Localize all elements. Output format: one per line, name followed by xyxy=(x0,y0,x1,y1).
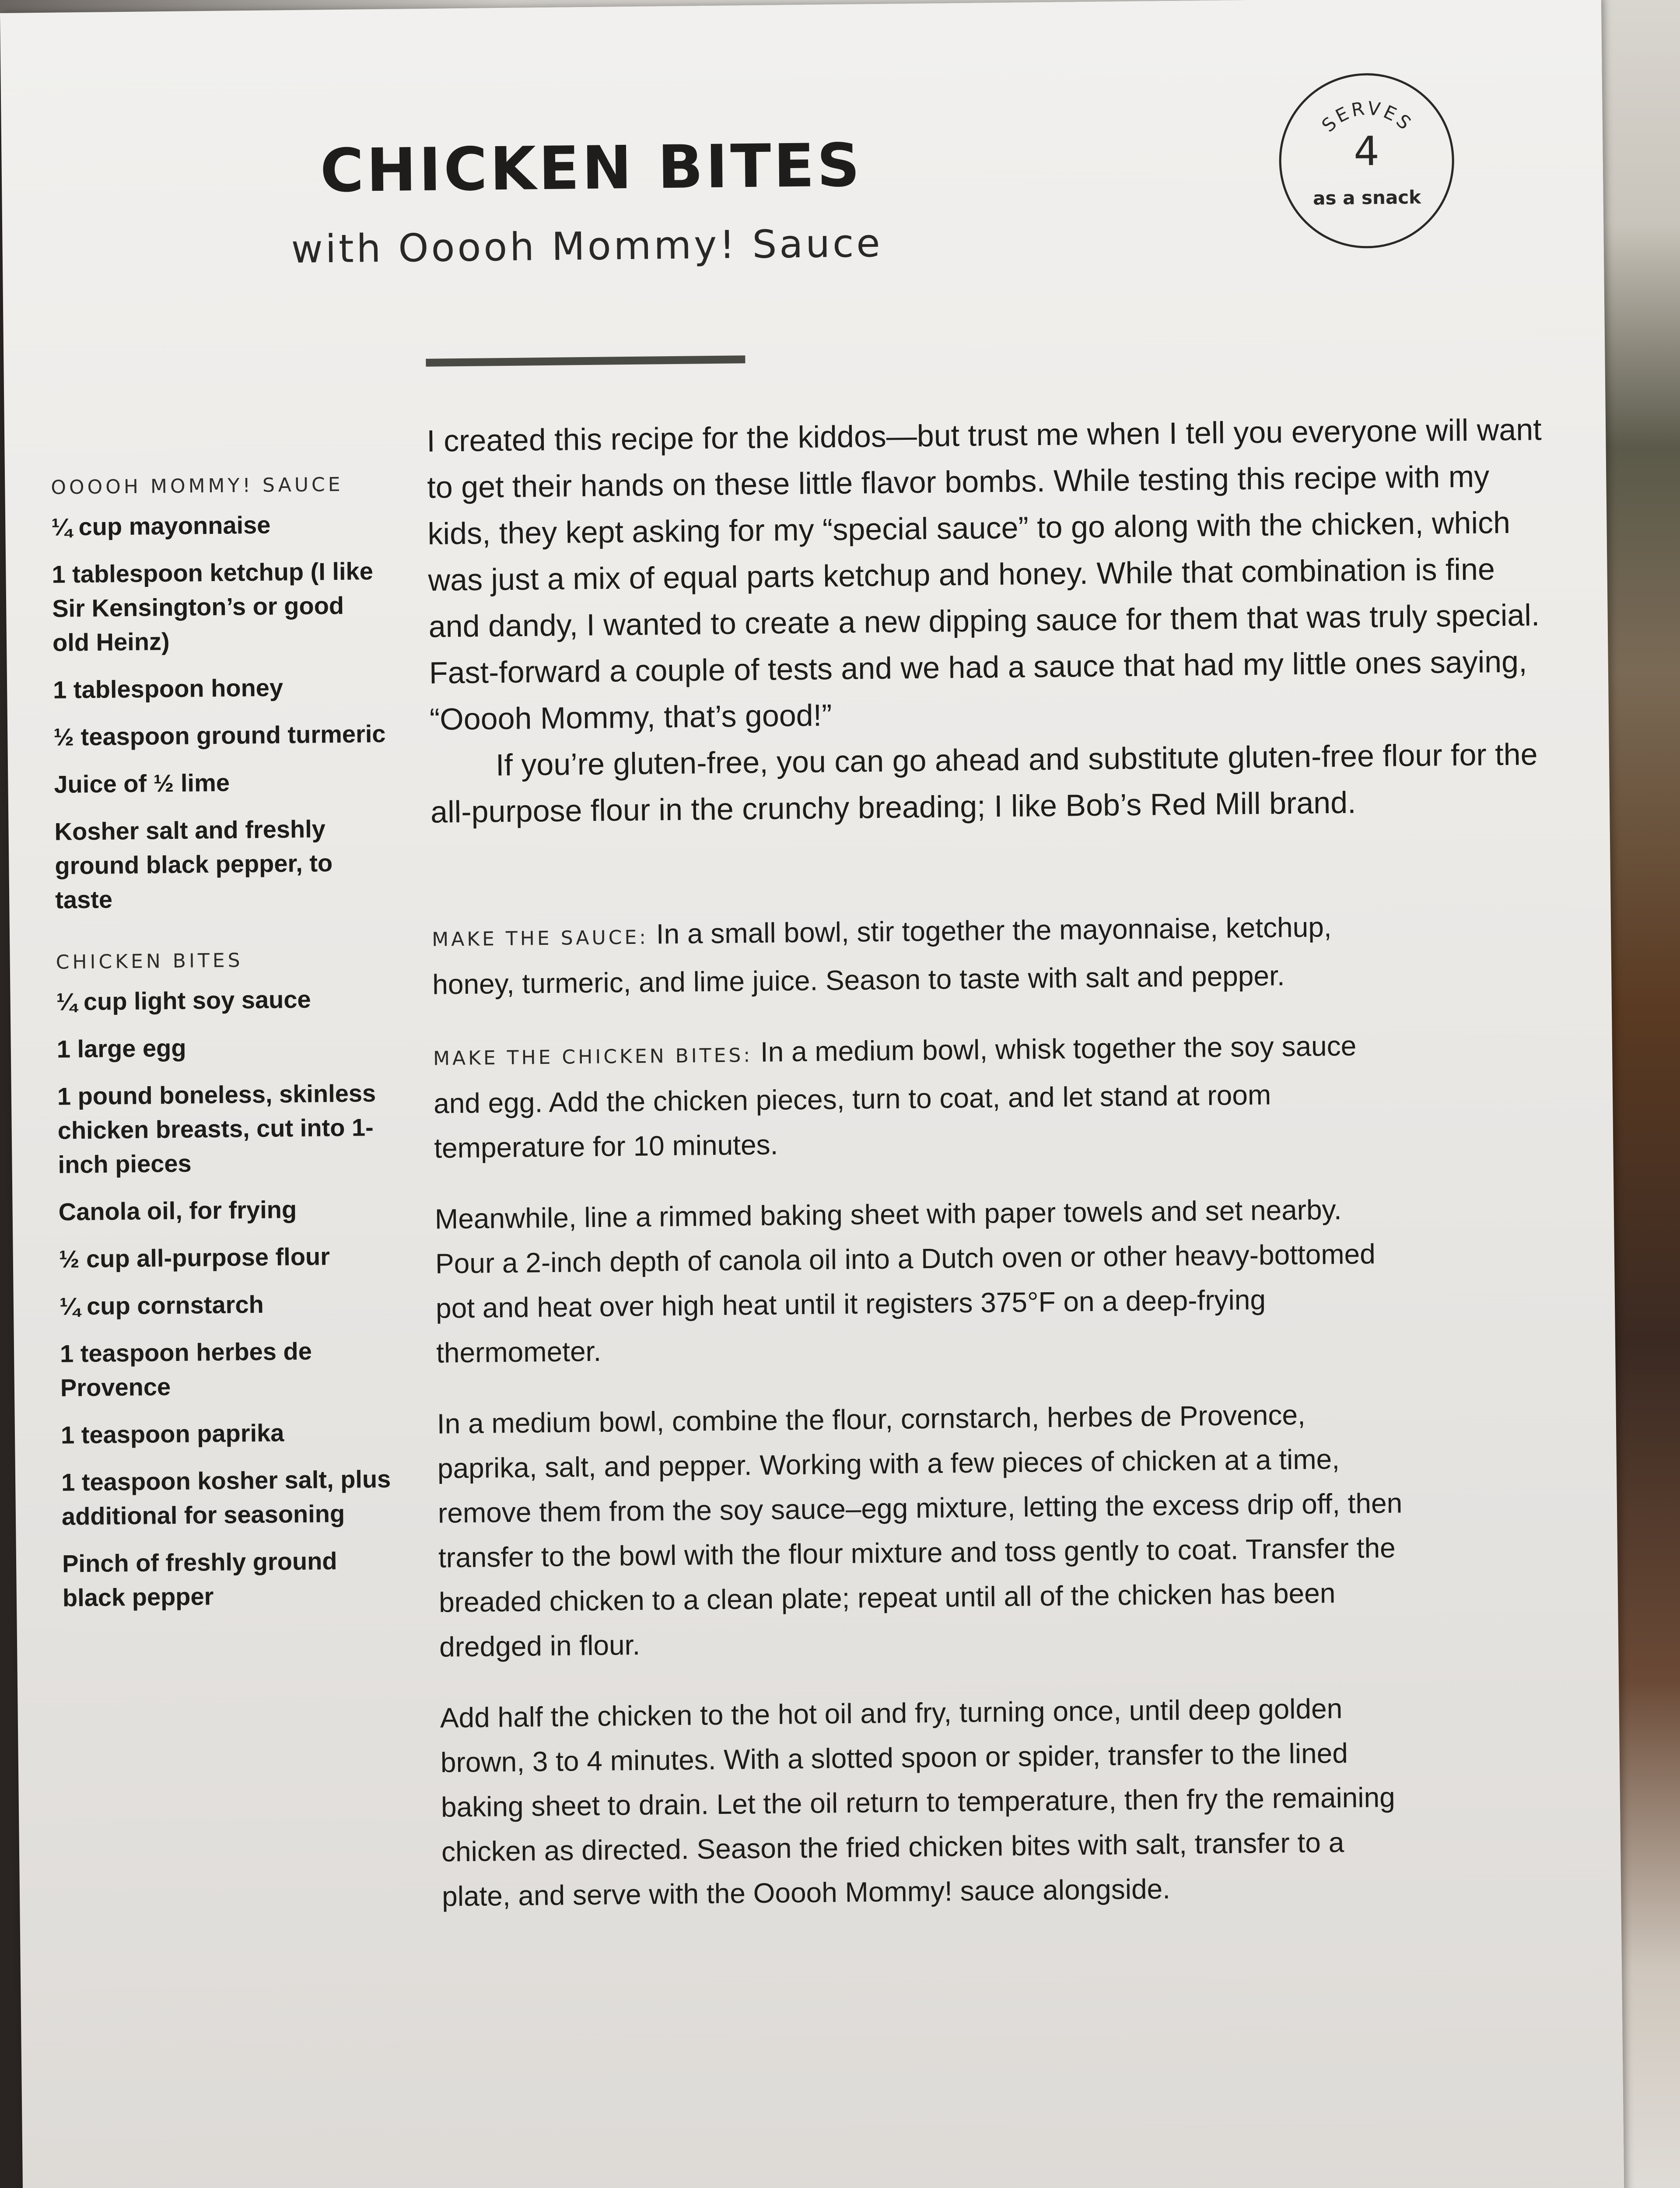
headnote-paragraph-1: I created this recipe for the kiddos—but trust me when I tell you everyone will want to get their hands on these little flavor bombs. While testing this recipe with my kids, they kept asking for my “special sauce” to go along with the chicken, which was just a mix of equal parts ketchup and honey. While that combination is fine and dandy, I wanted to create a new dipping sauce for them that was truly special. Fast-forward a couple of tests and we had a sauce that had my little ones saying, “Ooooh Mommy, that’s good!” xyxy=(426,412,1542,736)
step-label: MAKE THE SAUCE: xyxy=(431,926,649,951)
ingredient-item: ¼ cup light soy sauce xyxy=(56,985,311,1016)
ingredient-item: Pinch of freshly ground black pepper xyxy=(62,1547,337,1612)
headnote xyxy=(427,406,1551,835)
ingredient-item: 1 teaspoon herbes de Provence xyxy=(60,1337,312,1402)
headnote-paragraph-2: If you’re gluten-free, you can go ahead and substitute gluten-free flour for the all-purpose flour in the crunchy breading; I like Bob’s Red Mill brand. xyxy=(430,737,1538,829)
recipe-body xyxy=(427,406,1562,1945)
title-divider xyxy=(426,355,745,367)
ingredient-item: 1 pound boneless, skinless chicken breasts, cut into 1-inch pieces xyxy=(57,1079,376,1178)
serves-number: 4 xyxy=(1353,128,1380,175)
bites-ingredients-heading: CHICKEN BITES xyxy=(56,949,243,974)
ingredient-item: ¼ cup mayonnaise xyxy=(51,511,271,541)
step-dredge: In a medium bowl, combine the flour, cornstarch, herbes de Provence, paprika, salt, and pepper. Working with a few pieces of chicken at a time, remove them from the soy sauce–egg mixture, letting the excess drip off, then transfer to the bowl with the flour mixture and toss gently to coat. Transfer the breaded chicken to a clean plate; repeat until all of the chicken has been dredged in flour. xyxy=(437,1399,1403,1663)
step-fry: Add half the chicken to the hot oil and fry, turning once, until deep golden brown, 3 to 4 minutes. With a slotted spoon or spider, transfer to the lined baking sheet to drain. Let the oil return to temperature, then fry the remaining chicken as directed. Season the fried chicken bites with salt, transfer to a plate, and serve with the Ooooh Mommy! sauce alongside. xyxy=(440,1693,1396,1912)
step-label: MAKE THE CHICKEN BITES: xyxy=(433,1044,753,1070)
step-heat-oil: Meanwhile, line a rimmed baking sheet with paper towels and set nearby. Pour a 2-inch depth of canola oil into a Dutch oven or other heavy-bottomed pot and heat over high heat until it registers 375°F on a deep-frying thermometer. xyxy=(434,1194,1376,1369)
ingredient-item: Canola oil, for frying xyxy=(58,1196,297,1226)
method-steps xyxy=(432,904,1414,1919)
ingredients-sidebar xyxy=(51,473,396,1628)
ingredient-item: ¼ cup cornstarch xyxy=(59,1290,264,1320)
step-text: In a medium bowl, whisk together the soy sauce and egg. Add the chicken pieces, turn to coat, and let stand at room temperature for 10 minutes. xyxy=(433,1030,1357,1164)
recipe-title: CHICKEN BITES xyxy=(319,131,863,206)
ingredient-item: 1 tablespoon honey xyxy=(52,673,284,704)
ingredient-item: 1 large egg xyxy=(56,1034,186,1063)
serves-label: SERVES xyxy=(1317,97,1417,137)
serves-note: as a snack xyxy=(1312,186,1421,209)
serves-badge xyxy=(1278,72,1455,249)
ingredient-item: ½ cup all-purpose flour xyxy=(59,1242,330,1273)
ingredient-item: 1 teaspoon paprika xyxy=(60,1419,284,1449)
recipe-subtitle: with Ooooh Mommy! Sauce xyxy=(291,220,883,272)
step-text: In a small bowl, stir together the mayonnaise, ketchup, honey, turmeric, and lime juice. Season to taste with salt and pepper. xyxy=(432,911,1332,1000)
ingredient-item: ½ teaspoon ground turmeric xyxy=(53,719,386,751)
step-make-chicken-bites xyxy=(433,1023,1405,1171)
step-make-sauce xyxy=(432,904,1404,1007)
sauce-ingredients-heading: OOOOH MOMMY! SAUCE xyxy=(51,473,343,499)
ingredient-item: 1 tablespoon ketchup (I like Sir Kensington’s or good old Heinz) xyxy=(52,557,374,656)
ingredient-item: Kosher salt and freshly ground black pepper, to taste xyxy=(54,815,333,914)
ingredient-item: 1 teaspoon kosher salt, plus additional for seasoning xyxy=(61,1465,391,1530)
ingredient-item: Juice of ½ lime xyxy=(54,768,230,798)
